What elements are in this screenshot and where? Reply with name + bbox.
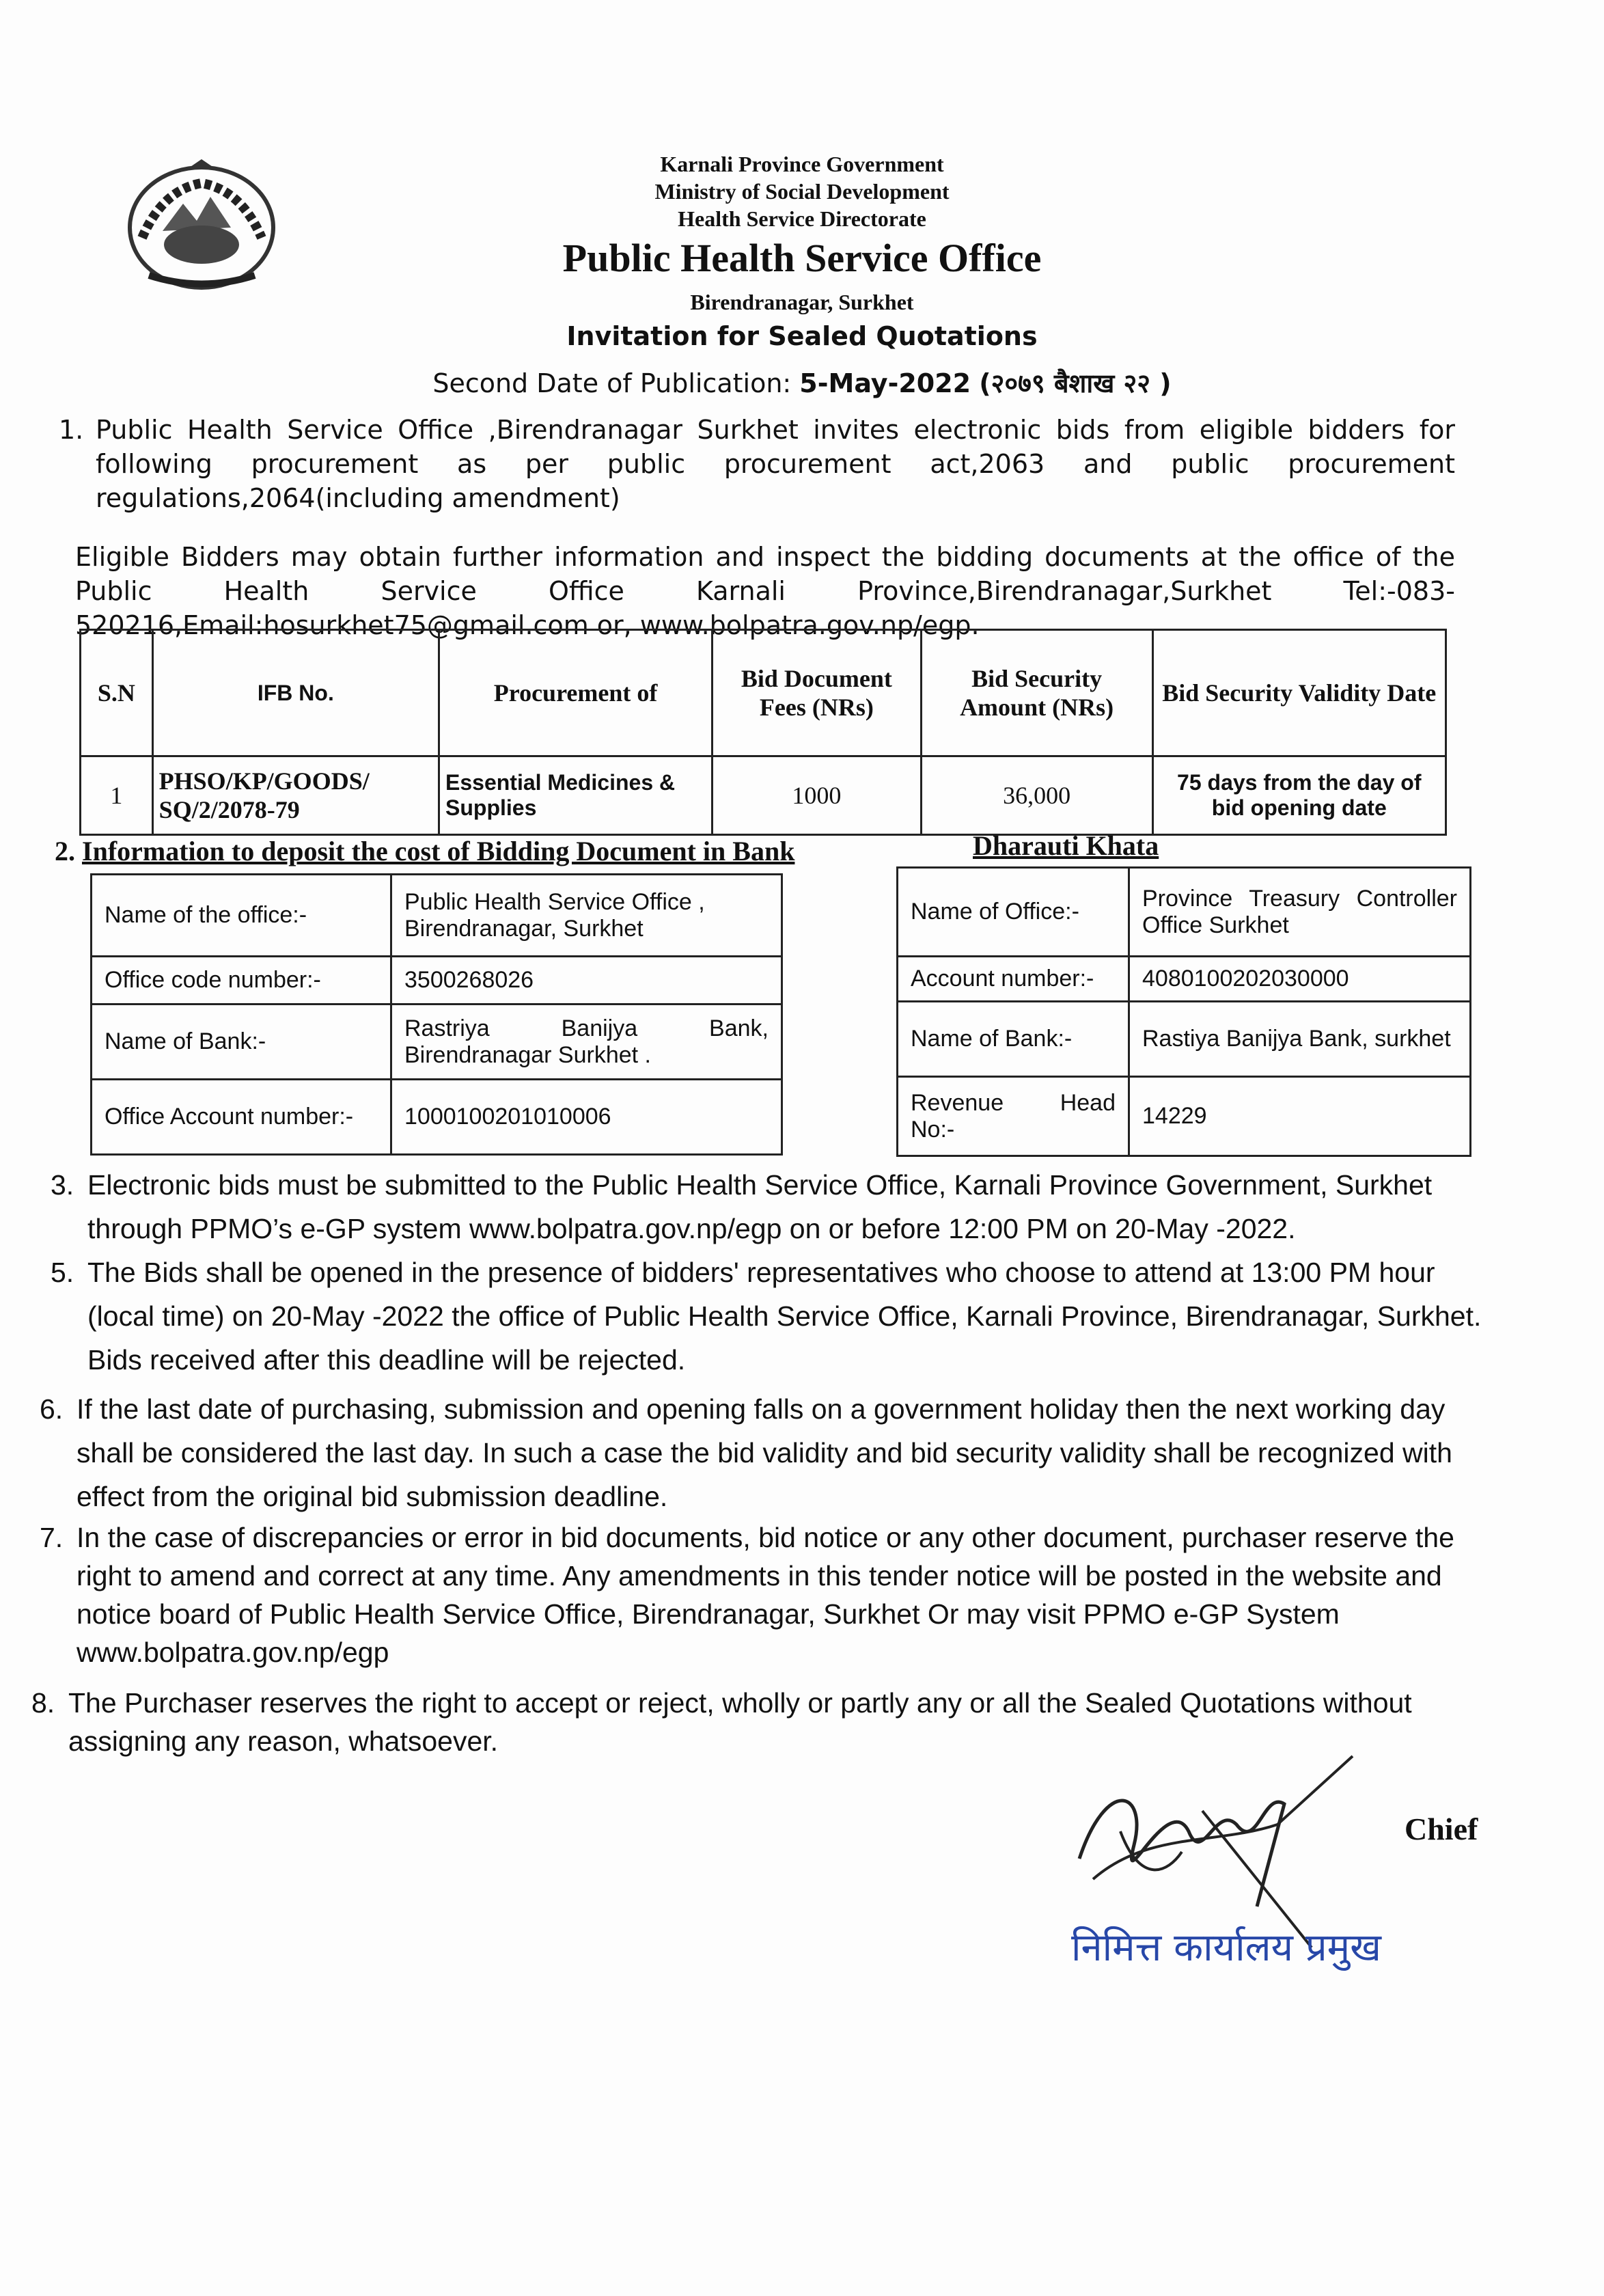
- table-row: [81, 756, 1446, 835]
- table-value: 3500268026: [391, 957, 782, 1004]
- table-label: Office code number:-: [92, 957, 391, 1004]
- table-value: 14229: [1129, 1077, 1471, 1156]
- table-header-row: [81, 630, 1446, 756]
- paragraph-text: In the case of discrepancies or error in bid documents, bid notice or any other document, purchaser reserve the right to amend and correct at any time. Any amendments in this tender notice will be posted in the website and notice board of Public Health Service Office, Birendranagar, Surkhet Or may visit PPMO e-GP System www.bolpatra.gov.np/egp: [77, 1522, 1454, 1668]
- paragraph-text: Public Health Service Office ,Birendranagar Surkhet invites electronic bids from eligible bidders for following procurement as per public procurement act,2063 and public procurement regulations,2064(including amendment): [96, 415, 1455, 513]
- table-label: Name of the office:-: [92, 875, 391, 957]
- section-title: Information to deposit the cost of Bidding Document in Bank: [82, 836, 795, 866]
- table-cell: 75 days from the day of bid opening date: [1152, 756, 1446, 835]
- office-location: Birendranagar, Surkhet: [690, 290, 914, 314]
- table-cell: Essential Medicines & Supplies: [439, 756, 713, 835]
- bid-table: [79, 629, 1447, 836]
- publication-date: 5-May-2022: [799, 368, 971, 398]
- section-number: 2.: [55, 836, 75, 866]
- paragraph-text: The Purchaser reserves the right to accept or reject, wholly or partly any or all the Sealed Quotations without assigning any reason, whatsoever.: [68, 1687, 1412, 1757]
- document-title: Invitation for Sealed Quotations: [566, 321, 1038, 351]
- publication-date-nepali: (२०७९ बैशाख २२ ): [979, 368, 1172, 398]
- table-header: Bid Security Amount (NRs): [921, 630, 1152, 756]
- paragraph-7: [40, 1518, 1456, 1671]
- bank-table: [90, 873, 783, 1156]
- table-label: Office Account number:-: [92, 1080, 391, 1155]
- table-row: [898, 868, 1471, 957]
- table-row: [898, 1077, 1471, 1156]
- table-value: 1000100201010006: [391, 1080, 782, 1155]
- paragraph-text: If the last date of purchasing, submission and opening falls on a government holiday then the next working day shall be considered the last day. In such a case the bid validity and bid security validity shall be recognized with effect from the original bid submission deadline.: [77, 1393, 1452, 1512]
- table-label: Name of Office:-: [898, 868, 1129, 957]
- table-header: Bid Security Validity Date: [1152, 630, 1446, 756]
- table-row: [92, 1004, 782, 1080]
- table-header: S.N: [81, 630, 153, 756]
- table-row: [898, 957, 1471, 1002]
- paragraph-text: Electronic bids must be submitted to the Public Health Service Office, Karnali Province Government, Surkhet through PPMO’s e-GP system www.bolpatra.gov.np/egp on or before 12:00 PM on 20-May -2022.: [87, 1169, 1433, 1244]
- office-title: Public Health Service Office: [562, 236, 1042, 280]
- government-name: Karnali Province Government: [660, 152, 944, 176]
- section-2-heading: [55, 835, 794, 867]
- dharauti-khata-heading: Dharauti Khata: [973, 830, 1159, 861]
- paragraph-5: [51, 1250, 1488, 1382]
- signatory-title: Chief: [1405, 1812, 1478, 1846]
- office-stamp-text: निमित्त कार्यालय प्रमुख: [1071, 1926, 1381, 1970]
- paragraph-3: [51, 1163, 1454, 1250]
- paragraph-number: 6.: [40, 1393, 64, 1425]
- table-cell: 1000: [713, 756, 922, 835]
- paragraph-number: 8.: [31, 1687, 55, 1719]
- directorate-name: Health Service Directorate: [678, 206, 926, 231]
- table-row: [898, 1002, 1471, 1077]
- table-value: Rastriya Banijya Bank, Birendranagar Surkhet .: [391, 1004, 782, 1080]
- paragraph-6: [40, 1387, 1488, 1518]
- publication-date-line: [0, 365, 1604, 400]
- table-header: IFB No.: [152, 630, 439, 756]
- table-label: Revenue Head No:-: [898, 1077, 1129, 1156]
- table-label: Name of Bank:-: [898, 1002, 1129, 1077]
- publication-label: Second Date of Publication:: [432, 368, 792, 398]
- paragraph-number: 5.: [51, 1257, 74, 1288]
- paragraph-number: 1.: [59, 415, 84, 445]
- table-value: Province Treasury Controller Office Surkhet: [1129, 868, 1471, 957]
- paragraph-text: The Bids shall be opened in the presence of bidders' representatives who choose to attend at 13:00 PM hour (local time) on 20-May -2022 the office of Public Health Service Office, Karnali Province, Birendranagar, Surkhet. Bids received after this deadline will be rejected.: [87, 1257, 1482, 1376]
- table-row: [92, 1080, 782, 1155]
- table-label: Account number:-: [898, 957, 1129, 1002]
- table-header: Bid Document Fees (NRs): [713, 630, 922, 756]
- table-value: Rastiya Banijya Bank, surkhet: [1129, 1002, 1471, 1077]
- paragraph-number: 3.: [51, 1169, 74, 1201]
- dharauti-table: [896, 866, 1471, 1157]
- ministry-name: Ministry of Social Development: [654, 179, 950, 204]
- paragraph-1-contact: Eligible Bidders may obtain further information and inspect the bidding documents at the office of the Public Health Service Office Karnali Province,Birendranagar,Surkhet Tel:-083-520216,Email:hosurkhet75@gmail.com or, www.bolpatra.gov.np/egp.: [75, 542, 1455, 640]
- table-row: [92, 957, 782, 1004]
- table-label: Name of Bank:-: [92, 1004, 391, 1080]
- table-header: Procurement of: [439, 630, 713, 756]
- table-value: Public Health Service Office , Birendranagar, Surkhet: [391, 875, 782, 957]
- table-row: [92, 875, 782, 957]
- table-cell: 1: [81, 756, 153, 835]
- table-value: 4080100202030000: [1129, 957, 1471, 1002]
- paragraph-number: 7.: [40, 1522, 64, 1553]
- paragraph-1: [59, 413, 1455, 515]
- table-cell: PHSO/KP/GOODS/ SQ/2/2078-79: [152, 756, 439, 835]
- table-cell: 36,000: [921, 756, 1152, 835]
